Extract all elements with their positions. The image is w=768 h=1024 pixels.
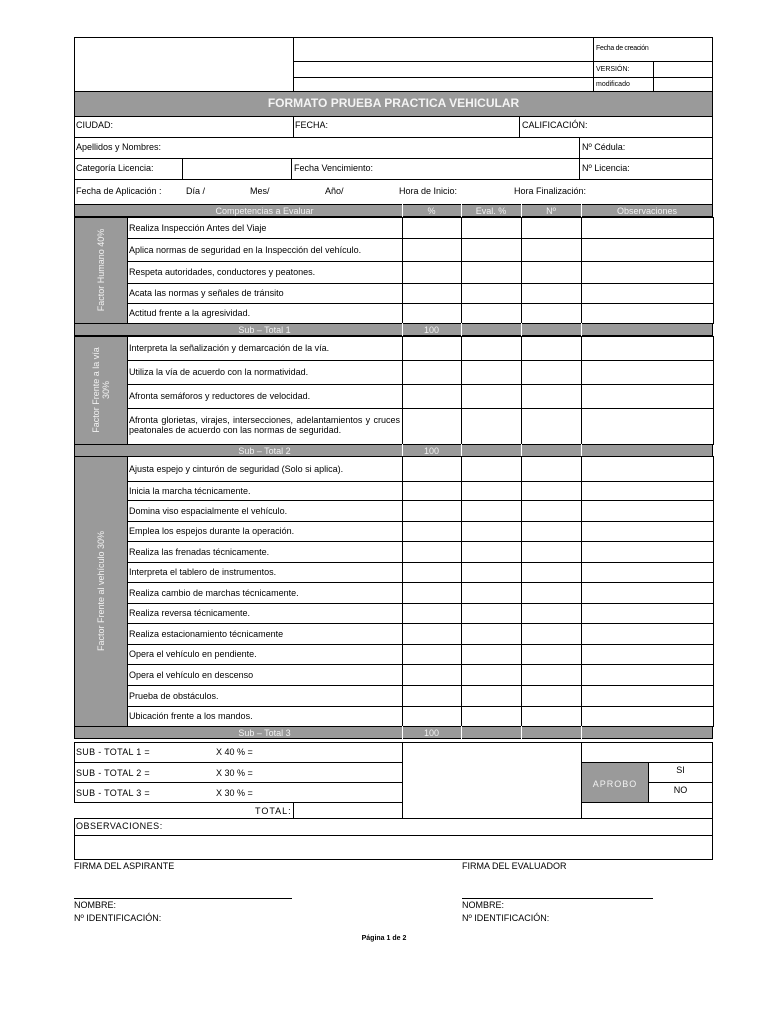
score-cell[interactable]: [521, 481, 582, 501]
evaluador-id-label: Nº IDENTIFICACIÓN:: [462, 913, 550, 923]
totals-right-top: [581, 742, 713, 763]
score-cell[interactable]: [402, 217, 462, 239]
observacion-cell[interactable]: [581, 384, 714, 409]
subtotal-divider: [461, 726, 462, 739]
observacion-cell[interactable]: [581, 481, 714, 501]
total-value-cell[interactable]: [293, 802, 403, 819]
competencia-item: Opera el vehículo en descenso: [129, 669, 254, 680]
observacion-cell[interactable]: [581, 603, 714, 624]
competencia-item: Prueba de obstáculos.: [129, 690, 219, 701]
dia-label: Día /: [186, 186, 206, 196]
subtotal-label: Sub – Total 1: [238, 325, 291, 335]
header-mid-3: [293, 77, 594, 92]
aspirante-id-label: Nº IDENTIFICACIÓN:: [74, 913, 162, 923]
score-cell[interactable]: [461, 261, 522, 284]
score-cell[interactable]: [521, 384, 582, 409]
score-cell[interactable]: [521, 685, 582, 707]
score-cell[interactable]: [402, 500, 462, 522]
observacion-cell[interactable]: [581, 261, 714, 284]
score-cell[interactable]: [461, 664, 522, 686]
competencia-item: Realiza estacionamiento técnicamente: [129, 628, 284, 639]
score-cell[interactable]: [461, 360, 522, 385]
mes-label: Mes/: [250, 186, 270, 196]
score-cell[interactable]: [461, 303, 522, 324]
observacion-cell[interactable]: [581, 685, 714, 707]
score-cell[interactable]: [402, 582, 462, 604]
competencia-item: Realiza reversa técnicamente.: [129, 608, 251, 618]
observacion-cell[interactable]: [581, 541, 714, 563]
score-cell[interactable]: [461, 582, 522, 604]
header-obs: Observaciones: [616, 206, 678, 216]
observacion-cell[interactable]: [581, 562, 714, 583]
score-cell[interactable]: [461, 217, 522, 239]
score-cell[interactable]: [402, 562, 462, 583]
observaciones-box[interactable]: [74, 818, 713, 860]
competencia-item: Realiza Inspección Antes del Viaje: [129, 222, 267, 233]
score-cell[interactable]: [402, 706, 462, 727]
version-value-cell[interactable]: [653, 61, 713, 78]
factor-label: Factor Frente al vehículo 30%: [95, 530, 106, 652]
score-cell[interactable]: [521, 238, 582, 262]
observacion-cell[interactable]: [581, 283, 714, 304]
score-cell[interactable]: [521, 562, 582, 583]
page-footer: Página 1 de 2: [361, 935, 407, 942]
subtotal-value: 100: [423, 446, 440, 456]
score-cell[interactable]: [521, 360, 582, 385]
observacion-cell[interactable]: [581, 582, 714, 604]
subtotal-3-label: SUB - TOTAL 3 =: [76, 788, 150, 798]
subtotal-divider: [521, 726, 522, 739]
competencia-item: Ajusta espejo y cinturón de seguridad (Solo si aplica).: [129, 463, 344, 474]
competencia-item: Acata las normas y señales de tránsito: [129, 288, 284, 298]
competencia-item: Inicia la marcha técnicamente.: [129, 485, 251, 496]
competencia-item: Ubicación frente a los mandos.: [129, 711, 253, 721]
observacion-cell[interactable]: [581, 238, 714, 262]
observacion-cell[interactable]: [581, 336, 714, 361]
subtotal-1-mult: X 40 % =: [216, 747, 253, 757]
page-title: FORMATO PRUEBA PRACTICA VEHICULAR: [267, 96, 520, 110]
header-mid-top: [293, 37, 594, 62]
competencia-item: Domina viso espacialmente el vehículo.: [129, 505, 288, 516]
score-cell[interactable]: [461, 562, 522, 583]
subtotal-divider: [581, 323, 582, 336]
score-cell[interactable]: [461, 541, 522, 563]
subtotal-divider: [402, 323, 403, 336]
header-eval: Eval. %: [475, 206, 507, 216]
score-cell[interactable]: [521, 336, 582, 361]
modificado-label: modificado: [596, 81, 630, 88]
score-cell[interactable]: [521, 541, 582, 563]
subtotal-3-mult: X 30 % =: [216, 788, 253, 798]
observacion-cell[interactable]: [581, 644, 714, 665]
aspirante-nombre-label: NOMBRE:: [74, 900, 117, 910]
score-cell[interactable]: [402, 623, 462, 645]
logo-area: [74, 37, 294, 92]
vencimiento-label: Fecha Vencimiento:: [294, 163, 374, 173]
observacion-cell[interactable]: [581, 360, 714, 385]
score-cell[interactable]: [402, 481, 462, 501]
score-cell[interactable]: [461, 706, 522, 727]
subtotal-2-mult: X 30 % =: [216, 768, 253, 778]
ciudad-label: CIUDAD:: [76, 120, 114, 130]
score-cell[interactable]: [402, 603, 462, 624]
observacion-cell[interactable]: [581, 303, 714, 324]
totals-mid: [402, 742, 582, 819]
aprobo-label: APROBO: [592, 779, 638, 789]
score-cell[interactable]: [461, 500, 522, 522]
firma-evaluador-label: FIRMA DEL EVALUADOR: [462, 861, 567, 871]
score-cell[interactable]: [521, 521, 582, 542]
score-cell[interactable]: [521, 706, 582, 727]
info-row-1: [74, 116, 713, 138]
competencia-item: Afronta semáforos y reductores de velocidad.: [129, 391, 311, 401]
competencia-item: Interpreta el tablero de instrumentos.: [129, 567, 277, 577]
fecha-creacion-label: Fecha de creación: [596, 45, 649, 52]
licencia-label: Nº Licencia:: [582, 163, 630, 173]
score-cell[interactable]: [521, 664, 582, 686]
score-cell[interactable]: [521, 217, 582, 239]
firma-aspirante-line: [74, 898, 292, 899]
score-cell[interactable]: [402, 664, 462, 686]
score-cell[interactable]: [461, 521, 522, 542]
score-cell[interactable]: [461, 644, 522, 665]
hora-fin-label: Hora Finalización:: [514, 186, 587, 196]
observaciones-label: OBSERVACIONES:: [76, 821, 163, 831]
score-cell[interactable]: [461, 384, 522, 409]
score-cell[interactable]: [402, 456, 462, 482]
score-cell[interactable]: [402, 384, 462, 409]
factor-label: Factor Humano 40%: [95, 228, 106, 312]
score-cell[interactable]: [402, 644, 462, 665]
subtotal-divider: [461, 323, 462, 336]
fecha-label: FECHA:: [295, 120, 329, 130]
competencia-item: Actitud frente a la agresividad.: [129, 308, 251, 318]
firma-aspirante-label: FIRMA DEL ASPIRANTE: [74, 861, 175, 871]
score-cell[interactable]: [521, 500, 582, 522]
competencia-item: Interpreta la señalización y demarcación de la vía.: [129, 343, 330, 353]
score-cell[interactable]: [402, 336, 462, 361]
score-cell[interactable]: [521, 623, 582, 645]
observacion-cell[interactable]: [581, 217, 714, 239]
header-competencias: Competencias a Evaluar: [215, 206, 314, 216]
score-cell[interactable]: [461, 238, 522, 262]
si-label: SI: [676, 765, 685, 775]
observacion-cell[interactable]: [581, 521, 714, 542]
aplicacion-label: Fecha de Aplicación :: [76, 186, 162, 196]
apellidos-label: Apellidos y Nombres:: [76, 142, 162, 152]
subtotal-divider: [402, 726, 403, 739]
header-mid-2: [293, 61, 594, 78]
score-cell[interactable]: [461, 456, 522, 482]
score-cell[interactable]: [402, 685, 462, 707]
score-cell[interactable]: [402, 541, 462, 563]
score-cell[interactable]: [402, 261, 462, 284]
version-label: VERSIÓN:: [596, 66, 630, 73]
observacion-cell[interactable]: [581, 623, 714, 645]
score-cell[interactable]: [521, 283, 582, 304]
score-cell[interactable]: [461, 685, 522, 707]
score-cell[interactable]: [521, 456, 582, 482]
observacion-cell[interactable]: [581, 706, 714, 727]
score-cell[interactable]: [461, 336, 522, 361]
subtotal-value: 100: [423, 728, 440, 738]
score-cell[interactable]: [461, 408, 522, 445]
competencia-item: Aplica normas de seguridad en la Inspección del vehículo.: [129, 244, 362, 255]
observacion-cell[interactable]: [581, 500, 714, 522]
factor-label: Factor Frente a la vía 30%: [90, 347, 111, 433]
score-cell[interactable]: [521, 261, 582, 284]
subtotal-label: Sub – Total 2: [238, 446, 291, 456]
modificado-value-cell[interactable]: [653, 77, 713, 92]
score-cell[interactable]: [521, 603, 582, 624]
score-cell[interactable]: [461, 283, 522, 304]
calificacion-label: CALIFICACIÓN:: [522, 120, 588, 130]
observacion-cell[interactable]: [581, 456, 714, 482]
score-cell[interactable]: [521, 303, 582, 324]
score-cell[interactable]: [461, 623, 522, 645]
subtotal-2-label: SUB - TOTAL 2 =: [76, 768, 150, 778]
subtotal-divider: [581, 726, 582, 739]
score-cell[interactable]: [461, 481, 522, 501]
score-cell[interactable]: [521, 582, 582, 604]
competencia-item: Emplea los espejos durante la operación.: [129, 526, 295, 536]
competencia-item: Realiza cambio de marchas técnicamente.: [129, 587, 299, 598]
score-cell[interactable]: [461, 603, 522, 624]
score-cell[interactable]: [402, 408, 462, 445]
score-cell[interactable]: [402, 283, 462, 304]
competencia-item: Opera el vehículo en pendiente.: [129, 649, 257, 659]
score-cell[interactable]: [402, 360, 462, 385]
header-pct: %: [427, 206, 436, 216]
score-cell[interactable]: [402, 521, 462, 542]
score-cell[interactable]: [402, 238, 462, 262]
no-label: NO: [673, 785, 688, 795]
total-row-right: [581, 802, 713, 819]
observacion-cell[interactable]: [581, 408, 714, 445]
cedula-label: Nº Cédula:: [582, 142, 626, 152]
competencia-item: Respeta autoridades, conductores y peatones.: [129, 267, 316, 277]
observacion-cell[interactable]: [581, 664, 714, 686]
score-cell[interactable]: [521, 408, 582, 445]
evaluador-nombre-label: NOMBRE:: [462, 900, 505, 910]
subtotal-divider: [521, 323, 522, 336]
firma-evaluador-line: [462, 898, 653, 899]
info-row-4: [74, 179, 713, 205]
competencia-item: Afronta glorietas, virajes, intersecciones, adelantamientos y cruces peatonales de acuerdo con las normas de seguridad.: [129, 415, 400, 435]
competencia-item: Realiza las frenadas técnicamente.: [129, 546, 270, 557]
subtotal-label: Sub – Total 3: [238, 728, 291, 738]
score-cell[interactable]: [521, 644, 582, 665]
total-label: TOTAL:: [255, 806, 292, 816]
score-cell[interactable]: [402, 303, 462, 324]
subtotal-1-label: SUB - TOTAL 1 =: [76, 747, 150, 757]
categoria-label: Categoría Licencia:: [76, 163, 154, 173]
competencia-item: Utiliza la vía de acuerdo con la normatividad.: [129, 367, 309, 377]
anio-label: Año/: [325, 186, 344, 196]
hora-inicio-label: Hora de Inicio:: [399, 186, 458, 196]
header-num: Nº: [546, 206, 556, 216]
subtotal-value: 100: [423, 325, 440, 335]
